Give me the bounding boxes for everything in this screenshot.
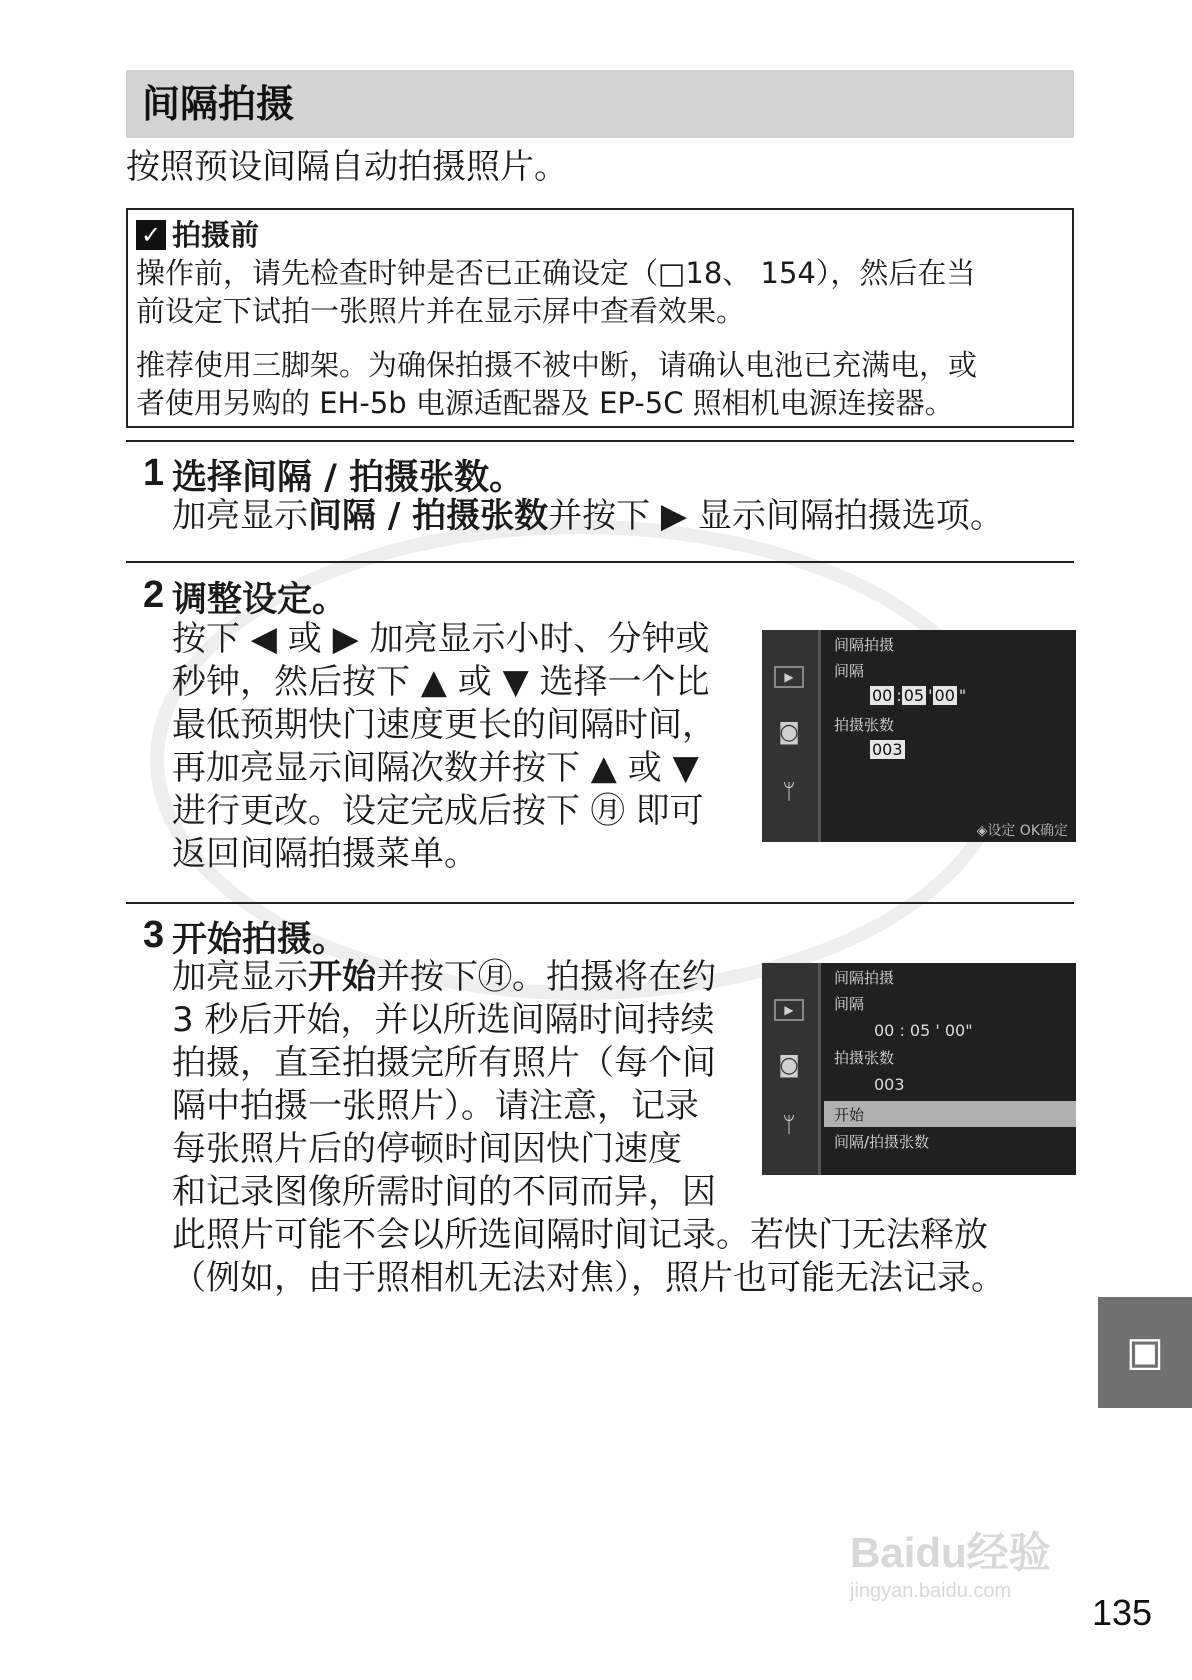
camera-icon: ◙ [778,720,800,745]
step-2-number: 2 [143,574,165,616]
camera-icon: ◙ [778,1053,800,1078]
step-3-line1-suffix: 并按下㊊。拍摄将在约 [376,957,716,997]
step-3-line1-bold: 开始 [308,957,376,997]
step-2-line: 进行更改。设定完成后按下 ㊊ 即可 [172,791,704,831]
step-2-line: 按下 ◀ 或 ▶ 加亮显示小时、分钟或 [172,619,710,659]
checkmark-icon: ✓ [136,220,166,250]
step-1-divider [126,440,1074,442]
shots-field[interactable]: 003 [872,740,903,759]
note-p2-line1: 推荐使用三脚架。为确保拍摄不被中断，请确认电池已充满电，或 [136,348,978,382]
baidu-brand: Baidu经验 [850,1529,1051,1576]
step-2-line: 最低预期快门速度更长的间隔时间， [172,705,716,745]
step-3-title: 开始拍摄。 [172,920,348,960]
chapter-tab-icon: ▣ [1098,1297,1192,1408]
screen-header: 间隔拍摄 [834,636,895,654]
note-p1-line2: 前设定下试拍一张照片并在显示屏中查看效果。 [136,294,746,328]
step-3-line: 3 秒后开始，并以所选间隔时间持续 [172,1000,715,1040]
step-3-line: 拍摄，直至拍摄完所有照片（每个间 [172,1043,716,1083]
step-1-number: 1 [143,452,165,494]
start-menu-item[interactable] [824,1101,1076,1127]
before-shooting-note [126,208,1074,428]
step-3-divider [126,902,1074,904]
interval-value: 00 : 05 ' 00 " [872,686,967,705]
shots-label: 拍摄张数 [834,716,895,734]
screen-footer: ◈设定 OK确定 [976,823,1068,839]
step-2-divider [126,561,1074,563]
baidu-watermark [850,1520,1110,1620]
playback-icon: ▶ [774,666,804,688]
note-heading-text: 拍摄前 [172,218,260,252]
note-paragraph-1 [136,254,1064,330]
interval-label: 间隔 [834,662,865,680]
interval-shots-menu-item[interactable]: 间隔/拍摄张数 [834,1133,930,1151]
step-1-title: 选择间隔 / 拍摄张数。 [172,458,525,498]
baidu-url: jingyan.baidu.com [850,1580,1012,1602]
interval-label: 间隔 [834,995,865,1013]
page-number: 135 [1092,1592,1153,1633]
step-1-text-suffix: 并按下 ▶ 显示间隔拍摄选项。 [548,496,1004,536]
note-paragraph-2 [136,346,1064,422]
shots-label: 拍摄张数 [834,1049,895,1067]
intro-text: 按照预设间隔自动拍摄照片。 [126,147,568,187]
step-1-text [172,495,1004,538]
interval-value: 00 : 05 ' 00" [874,1021,973,1040]
step-2-title: 调整设定。 [172,580,348,620]
start-label: 开始 [834,1106,865,1124]
step-3-line: 隔中拍摄一张照片）。请注意，记录 [172,1086,699,1126]
menu-sidebar [762,630,821,842]
menu-sidebar [762,963,821,1175]
step-3-line: 每张照片后的停顿时间因快门速度 [172,1129,682,1169]
note-p2-line2: 者使用另购的 EH-5b 电源适配器及 EP-5C 照相机电源连接器。 [136,386,954,420]
wrench-icon: ᛘ [782,780,796,805]
hours-field[interactable]: 00 [872,686,893,705]
step-1-text-bold: 间隔 / 拍摄张数 [308,496,549,536]
step-3-line1-prefix: 加亮显示 [172,957,308,997]
interval-menu-screen [762,963,1076,1175]
step-1-text-prefix: 加亮显示 [172,496,308,536]
step-3-number: 3 [143,914,165,956]
step-2-text [172,618,716,876]
minutes-field[interactable]: 05 [903,686,925,705]
interval-settings-screen [762,630,1076,842]
note-heading [136,216,1064,254]
shots-value [870,740,907,759]
step-2-line: 再加亮显示间隔次数并按下 ▲ 或 ▼ [172,748,699,788]
playback-icon: ▶ [774,999,804,1021]
screen-header: 间隔拍摄 [834,969,895,987]
wrench-icon: ᛘ [782,1113,796,1138]
page-title: 间隔拍摄 [126,70,1074,138]
step-3-line: 和记录图像所需时间的不同而异，因 [172,1172,716,1212]
step-2-line: 返回间隔拍摄菜单。 [172,834,478,874]
seconds-field[interactable]: 00 [934,686,955,705]
shots-value: 003 [874,1075,905,1094]
step-3-line: 此照片可能不会以所选间隔时间记录。若快门无法释放 [172,1215,988,1255]
note-p1-line1: 操作前，请先检查时钟是否已正确设定（□18、 154），然后在当 [136,256,976,290]
step-2-line: 秒钟，然后按下 ▲ 或 ▼ 选择一个比 [172,662,710,702]
step-3-line: （例如，由于照相机无法对焦），照片也可能无法记录。 [172,1258,1005,1298]
